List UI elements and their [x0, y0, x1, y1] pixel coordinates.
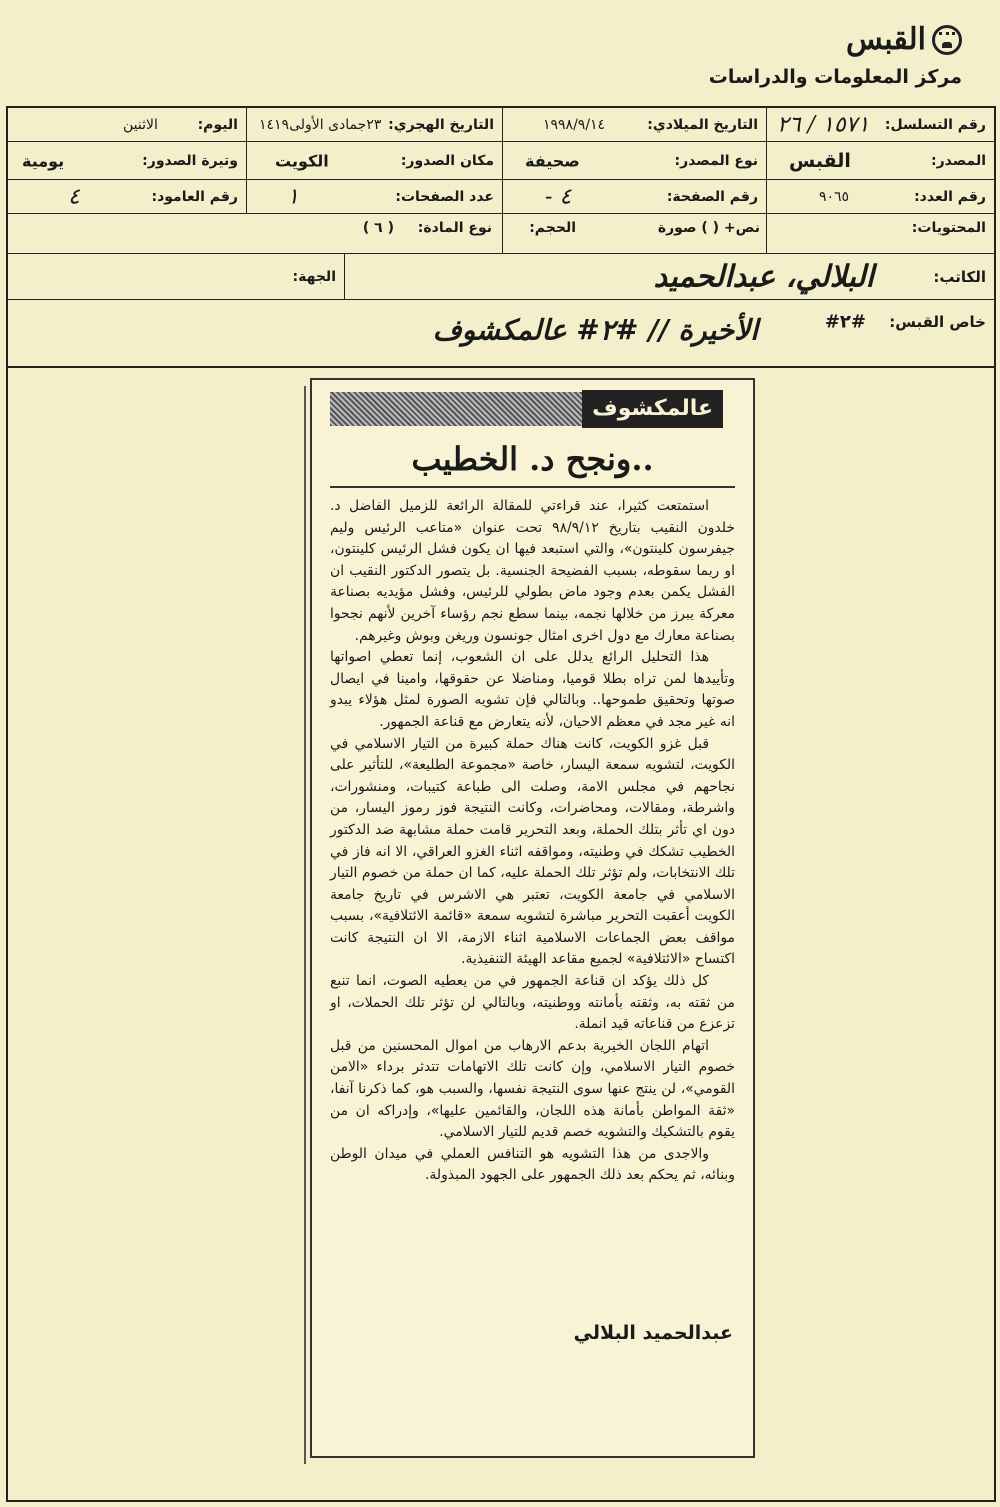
article-body: [330, 496, 735, 1187]
day-value: الاثنين: [123, 116, 158, 133]
frequency-label: وتيرة الصدور:: [142, 152, 238, 169]
place-value: الكويت: [275, 151, 329, 170]
column-number-value: ٤: [68, 184, 80, 209]
author-label: الكاتب:: [933, 267, 986, 286]
form-row-issue: [8, 180, 994, 214]
logo: [846, 22, 962, 57]
article-paragraph: قبل غزو الكويت، كانت هناك حملة كبيرة من التيار الاسلامي في الكويت، لتشويه سمعة اليسار، خاصة «مجموعة الطليعة»، للتأثير على نجاحهم في مجلس الامة، وصلت الى طباعة كتيبات، ومنشورات، واشرطة، ومقالات، ومحاضرات، وكانت النتيجة فوز رموز اليسار، من دون اي تأثر بتلك الحملة، وبعد التحرير قامت حملة مشابهة ضد الدكتور الخطيب تشكك في وطنيته، ومواقفه اثناء الغزو العراقي، الا انه فاز في تلك الانتخابات، ولم تؤثر تلك الحملة عليه، كما ان حملة من خصوم التيار الاسلامي في جامعة الكويت، تعتبر هي الاشرس في تاريخ جامعة الكويت أعقبت التحرير مباشرة لتشويه سمعة «قائمة الائتلافية»، بسبب مواقف بعض الجماعات الاسلامية اثناء الازمة، الا ان النتيجة كانت اكتساح «الائتلافية» لجميع مقاعد الهيئة التنفيذية.: [330, 735, 735, 968]
column-number-label: رقم العامود:: [151, 188, 238, 205]
side-cell: [8, 254, 344, 299]
article-paragraph: هذا التحليل الرائع يدلل على ان الشعوب، إنما تعطي اصواتها وتأييدها لمن تراه بطلا قوميا، ومناضلا عن حقوقها، وامينا في ايصال صوتها وتحقيق طموحها.. وبالتالي فإن تشويه الصورة لمثل هؤلاء يبدو انه غير مجد في معظم الاحيان، لأنه يتعارض مع قناعة الجمهور.: [330, 649, 735, 730]
source-type-label: نوع المصدر:: [674, 152, 758, 169]
source-value: القبس: [789, 149, 851, 172]
article-headline: ..ونجح د. الخطيب: [411, 440, 654, 478]
article-paragraph: والاجدى من هذا التشويه هو التنافس العملي في ميدان الوطن وبنائه، ثم يحكم بعد ذلك الجمهور على الجهود المبذولة.: [330, 1145, 735, 1184]
archive-form: [6, 106, 996, 368]
headline-rule: [330, 486, 735, 488]
material-cell: [8, 214, 502, 253]
contents-value-cell: [502, 214, 766, 253]
special-code: #٢#: [824, 311, 866, 333]
logo-text: القبس: [846, 22, 926, 57]
place-label: مكان الصدور:: [400, 152, 494, 169]
sun-emblem-icon: [932, 25, 962, 55]
issue-label: رقم العدد:: [914, 188, 986, 205]
serial-value: ١٥٧١ / ٢٦: [777, 112, 870, 137]
special-cell: [8, 300, 994, 366]
form-row-dates: [8, 108, 994, 142]
frequency-cell: [8, 142, 246, 179]
pages-count-label: عدد الصفحات:: [395, 188, 494, 205]
letterhead: [0, 0, 1000, 100]
serial-cell: [766, 108, 994, 141]
date-hijri-cell: [246, 108, 502, 141]
source-type-cell: [502, 142, 766, 179]
date-gregorian-value: ١٩٩٨/٩/١٤: [543, 116, 606, 133]
source-type-value: صحيفة: [525, 151, 580, 170]
date-hijri-value: ٢٣جمادى الأولى١٤١٩: [259, 116, 382, 133]
column-name: عالمكشوف: [582, 390, 723, 428]
form-row-author: [8, 254, 994, 300]
date-gregorian-label: التاريخ الميلادي:: [647, 116, 758, 133]
page-number-label: رقم الصفحة:: [666, 188, 758, 205]
center-name: مركز المعلومات والدراسات: [708, 66, 962, 88]
source-cell: [766, 142, 994, 179]
author-cell: [344, 254, 994, 299]
place-cell: [246, 142, 502, 179]
serial-label: رقم التسلسل:: [884, 116, 986, 133]
source-label: المصدر:: [931, 152, 986, 169]
form-row-source: [8, 142, 994, 180]
article-paragraph: اتهام اللجان الخيرية بدعم الارهاب من اموال المحسنين من قبل خصوم التيار الاسلامي، وإن كانت تلك الاتهامات تتدثر برداء «الامن القومي»، لن ينتج عنها سوى النتيجة نفسها، والسبب هو، كما ذكرنا آنفا، «ثقة المواطن بأمانة هذه اللجان، والقائمين عليها»، وإدراكه ان من يقوم بالتشكيك والتشويه خصم قديم للتيار الاسلامي.: [330, 1037, 735, 1141]
contents-value: نص+ ( ) صورة: [657, 220, 760, 236]
page-number-cell: [502, 180, 766, 213]
date-gregorian-cell: [502, 108, 766, 141]
material-value: ( ٦ ): [362, 220, 394, 236]
special-label: خاص القبس:: [889, 313, 986, 331]
newspaper-clipping: [310, 378, 755, 1458]
contents-cell: [766, 214, 994, 253]
size-label: الحجم:: [529, 220, 576, 236]
issue-value: ٩٠٦٥: [819, 188, 850, 205]
date-hijri-label: التاريخ الهجري:: [388, 116, 494, 133]
frequency-value: يومية: [22, 151, 65, 170]
day-label: اليوم:: [197, 116, 238, 133]
article-paragraph: كل ذلك يؤكد ان قناعة الجمهور في من يعطيه الصوت، انما تنبع من ثقته به، وثقته بأمانته ووطنيته، وبالتالي لن تؤثر تلك الحملات، او تزعزع من قناعاته قيد انملة.: [330, 973, 735, 1033]
article-paragraph: استمتعت كثيرا، عند قراءتي للمقالة الرائعة للزميل الفاضل د. خلدون النقيب بتاريخ ٩٨/٩/١٢ تحت عنوان «متاعب الرئيس وليم جيفرسون كلينتون»، والتي استبعد فيها ان يكون فشل الرئيس كلينتون، او ربما سقوطه، بسبب الفضيحة الجنسية. بل يتصور الدكتور النقيب ان الفشل يكمن بعدم وجود ماض بطولي للرئيس، وفشل مؤيديه بصناعة معركة يبرز من خلالها نجمه، بينما سطع نجم رؤساء آخرين لأنهم نجحوا بصناعة معارك مع دول اخرى امثال جونسون وريغن وبوش وغيرهم.: [330, 498, 735, 644]
day-cell: [8, 108, 246, 141]
side-label: الجهة:: [292, 268, 336, 285]
page-number-value: ٤ -: [545, 184, 572, 209]
pages-count-value: ١: [287, 184, 299, 209]
author-value: البلالي، عبدالحميد: [653, 259, 874, 294]
author-signature: عبدالحميد البلالي: [573, 1322, 733, 1344]
form-row-special: [8, 300, 994, 366]
pages-count-cell: [246, 180, 502, 213]
issue-cell: [766, 180, 994, 213]
form-row-contents: [8, 214, 994, 254]
material-label: نوع المادة:: [417, 220, 492, 236]
column-number-cell: [8, 180, 246, 213]
contents-label: المحتويات:: [911, 220, 986, 236]
special-value: الأخيرة // #٢# عالمكشوف: [432, 313, 758, 347]
